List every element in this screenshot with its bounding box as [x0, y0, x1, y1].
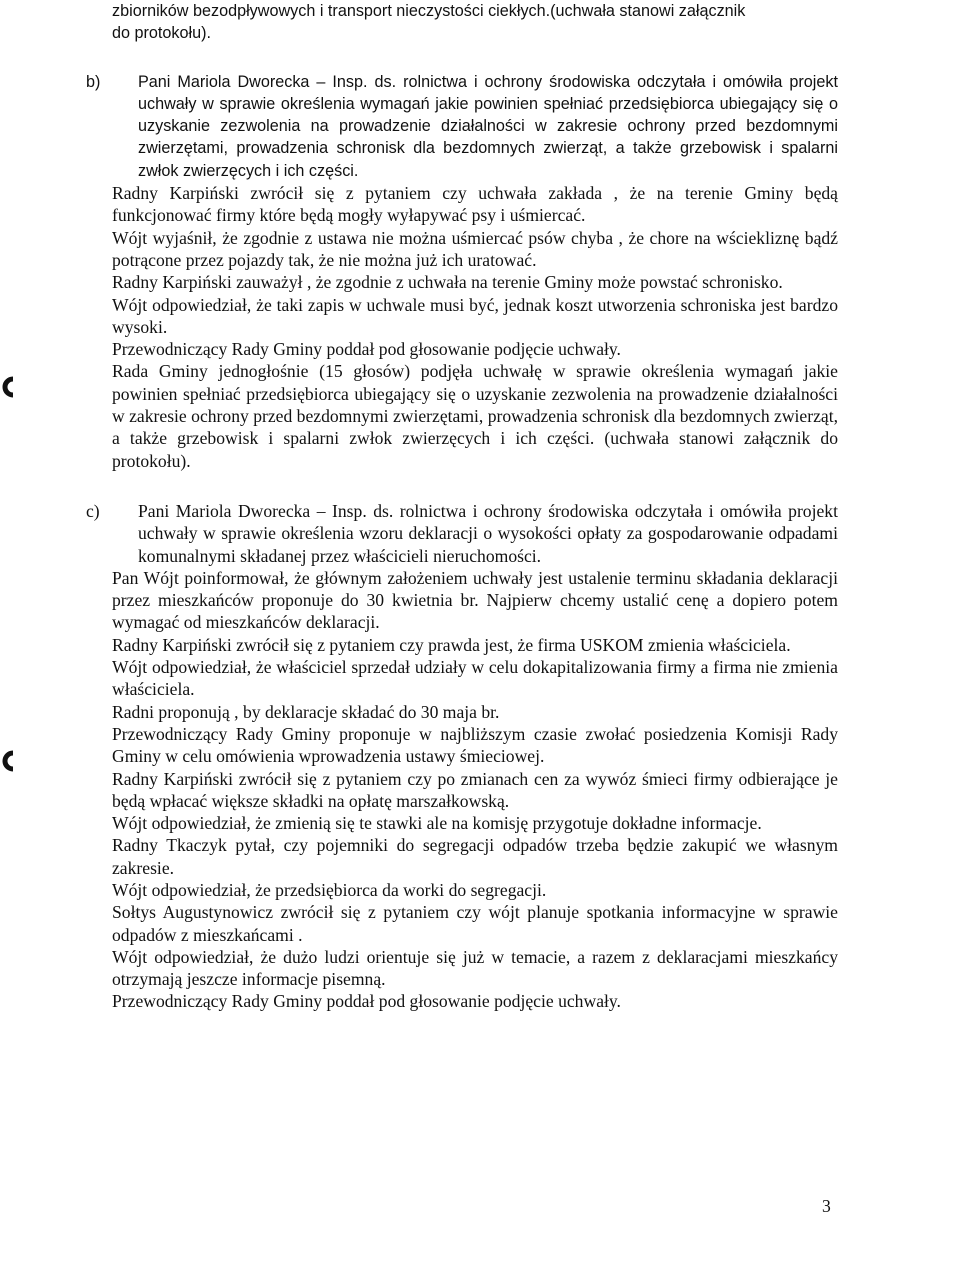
minutes-paragraph: Sołtys Augustynowicz zwrócił się z pytaniem czy wójt planuje spotkania informacyjne w sprawie odpadów z mieszkańcami . [112, 902, 838, 945]
minutes-paragraph: Wójt odpowiedział, że właściciel sprzedał udziały w celu dokapitalizowania firmy a firma nie zmienia właściciela. [112, 657, 838, 700]
section-label: b) [86, 72, 101, 91]
minutes-paragraph: Przewodniczący Rady Gminy proponuje w najbliższym czasie zwołać posiedzenia Komisji Rady Gminy w celu omówienia wprowadzenia ustawy śmieciowej. [112, 723, 838, 767]
section-c [86, 500, 838, 1013]
minutes-paragraph: Radni proponują , by deklaracje składać do 30 maja br. [112, 701, 500, 722]
minutes-paragraph: Pan Wójt poinformował, że głównym założeniem uchwały jest ustalenie terminu składania deklaracji przez mieszkańców proponuje do 30 kwietnia br. Najpierw chcemy ustalić cenę a dopiero potem wymagać od mieszkańców deklaracji. [112, 567, 838, 633]
intro-line: do protokołu). [112, 24, 211, 43]
minutes-paragraph: Wójt odpowiedział, że taki zapis w uchwale musi być, jednak koszt utworzenia schroniska jest bardzo wysoki. [112, 294, 838, 337]
binder-hole-icon [0, 750, 16, 772]
minutes-paragraph: Radny Karpiński zwrócił się z pytaniem czy uchwała zakłada , że na terenie Gminy będą funkcjonować firmy które będą mogły wyłapywać psy i uśmiercać. [112, 183, 838, 226]
minutes-paragraph: Radny Karpiński zwrócił się z pytaniem czy po zmianach cen za wywóz śmieci firmy odbierające je będą wpłacać większe składki na opłatę marszałkowską. [112, 768, 838, 811]
document-page [86, 0, 838, 1013]
section-c-lead [86, 500, 838, 567]
page-number: 3 [822, 1196, 831, 1216]
section-c-body: Pani Mariola Dworecka – Insp. ds. rolnictwa i ochrony środowiska odczytała i omówiła projekt uchwały w sprawie określenia wzoru deklaracji o wysokości opłaty za gospodarowanie odpadami komunalnymi składanej przez właścicieli nieruchomości. [138, 500, 838, 566]
minutes-paragraph: Przewodniczący Rady Gminy poddał pod głosowanie podjęcie uchwały. [112, 339, 621, 360]
section-label: c) [86, 500, 100, 521]
minutes-paragraph: Radny Tkaczyk pytał, czy pojemniki do segregacji odpadów trzeba będzie zakupić we własnym zakresie. [112, 835, 838, 878]
minutes-paragraph: Wójt wyjaśnił, że zgodnie z ustawa nie można uśmiercać psów chyba , że chore na wściekliznę bądź potrącone przez pojazdy tak, że nie można już ich uratować. [112, 227, 838, 270]
section-b [86, 71, 838, 472]
intro-paragraph [112, 0, 838, 45]
minutes-paragraph: Radny Karpiński zauważył , że zgodnie z uchwała na terenie Gminy może powstać schronisko. [112, 272, 783, 293]
minutes-paragraph: Wójt odpowiedział, że zmienią się te stawki ale na komisję przygotuje dokładne informacje. [112, 813, 762, 834]
section-b-body: Pani Mariola Dworecka – Insp. ds. rolnictwa i ochrony środowiska odczytała i omówiła projekt uchwały w sprawie określenia wymagań jakie powinien spełniać przedsiębiorca ubiegający się o uzyskanie zezwolenia na prowadzenie działalności w zakresie ochrony przed bezdomnymi zwierzętami, prowadzenia schronisk dla bezdomnych zwierząt, a także grzebowisk i spalarni zwłok zwierzęcych i ich części. [138, 72, 838, 180]
minutes-paragraph: Radny Karpiński zwrócił się z pytaniem czy prawda jest, że firma USKOM zmienia właściciela. [112, 634, 791, 655]
binder-hole-icon [0, 376, 16, 398]
minutes-paragraph: Przewodniczący Rady Gminy poddał pod głosowanie podjęcie uchwały. [112, 991, 621, 1012]
section-b-lead [86, 71, 838, 182]
minutes-paragraph: Wójt odpowiedział, że przedsiębiorca da worki do segregacji. [112, 879, 547, 900]
minutes-paragraph: Rada Gminy jednogłośnie (15 głosów) podjęła uchwałę w sprawie określenia wymagań jakie powinien spełniać przedsiębiorca ubiegający się o uzyskanie zezwolenia na prowadzenie działalności w zakresie ochrony przed bezdomnymi zwierzętami, prowadzenia schronisk dla bezdomnych zwierząt, a także grzebowisk i spalarni zwłok zwierzęcych i ich części. (uchwała stanowi załącznik do protokołu). [112, 361, 838, 471]
minutes-paragraph: Wójt odpowiedział, że dużo ludzi orientuje się już w temacie, a razem z deklaracjami mieszkańcy otrzymają jeszcze informacje pisemną. [112, 946, 838, 990]
intro-line: zbiorników bezodpływowych i transport nieczystości ciekłych.(uchwała stanowi załącznik [112, 2, 746, 20]
